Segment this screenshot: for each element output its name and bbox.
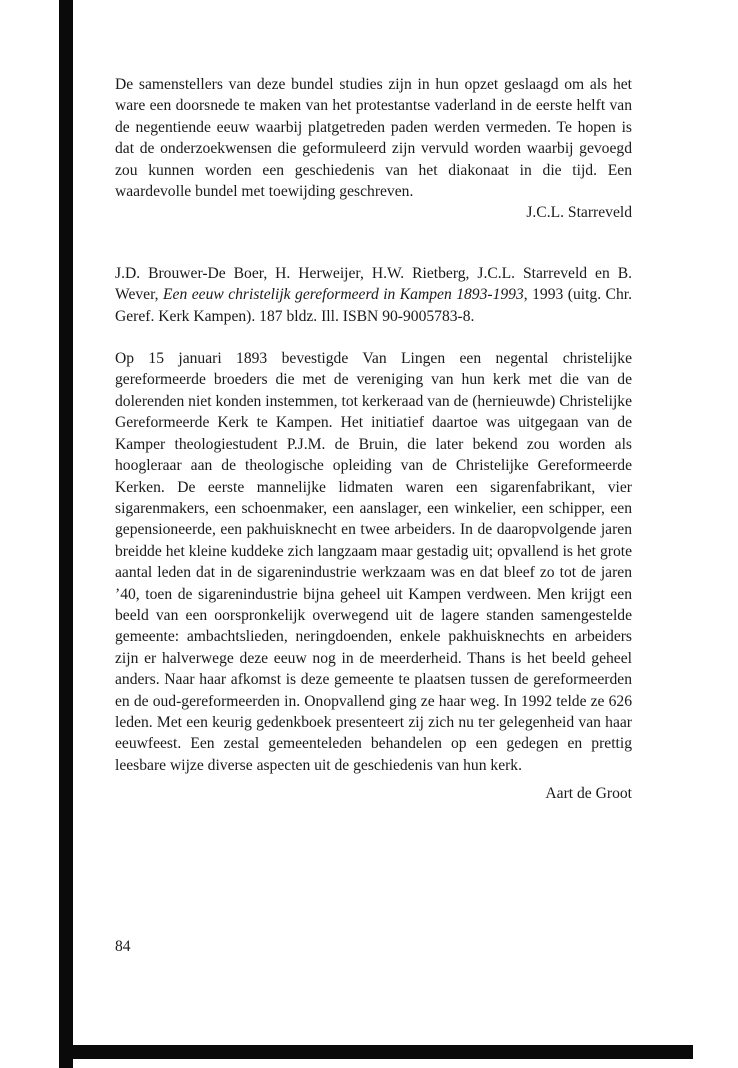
citation-book-title: Een eeuw christelijk gereformeerd in Kampen 1893-1993 [163, 286, 524, 304]
scan-border-left [59, 0, 73, 1068]
scan-border-bottom [59, 1045, 693, 1059]
citation-details: , 1993 (uitg. Chr. Geref. Kerk Kampen). 187 bldz. Ill. ISBN 90-9005783-8. [115, 286, 632, 325]
signature-spacer [115, 776, 632, 783]
paragraph-spacer [115, 327, 632, 348]
review-1-author: J.C.L. Starreveld [526, 204, 632, 222]
review-2-text: Op 15 januari 1893 bevestigde Van Lingen een negental christelijke gereformeerde broeders die met de vereniging van hun kerk met die van de dolerenden niet konden instemmen, tot kerkeraad van de (hernieuwde) Christelijke Gereformeerde Kerk te Kampen. Het initiatief daartoe was uitgegaan van de Kamper theologiestudent P.J.M. de Bruin, die later bekend zou worden als hoogleraar aan de theologische opleiding van de Christelijke Gereformeerde Kerken. De eerste mannelijke lidmaten waren een sigarenfabrikant, vier sigarenmakers, een schoenmaker, een aanslager, een winkelier, een schipper, een gepensioneerde, een pakhuisknecht en twee arbeiders. In de daaropvolgende jaren breidde het kleine kuddeke zich langzaam maar gestadig uit; opvallend is het grote aantal leden dat in de sigarenindustrie werkzaam was en dat bleef zo tot de jaren ’40, toen de sigarenindustrie bijna geheel uit Kampen verdween. Men krijgt een beeld van een oorspronkelijk overwegend uit de lagere standen samengestelde gemeente: ambachtslieden, neringdoenden, enkele pakhuisknechts en arbeiders zijn er halverwege deze eeuw nog in de meerderheid. Thans is het beeld geheel anders. Naar haar afkomst is deze gemeente te plaatsen tussen de gereformeerden en de oud-gereformeerden in. Onopvallend ging ze haar weg. In 1992 telde ze 626 leden. Met een keurig gedenkboek presenteert zij zich nu ter gelegenheid van haar eeuwfeest. Een zestal gemeenteleden behandelen op een gedegen en prettig leesbare wijze diverse aspecten uit de geschiedenis van hun kerk. [115, 350, 633, 774]
review-1-text: De samenstellers van deze bundel studies zijn in hun opzet geslaagd om als het ware een doorsnede te maken van het protestantse vaderland in de eerste helft van de negentiende eeuw waarbij platgetreden paden werden vermeden. Te hopen is dat de onderzoekwensen die geformuleerd zijn vervuld worden waarbij gevoegd zou kunnen worden een geschiedenis van het diakonaat in die tijd. Een waardevolle bundel met toewijding geschreven. [115, 76, 632, 201]
review-2-citation [115, 263, 632, 327]
page-body [115, 74, 632, 805]
section-spacer [115, 224, 632, 263]
citation-authors: J.D. Brouwer-De Boer, H. Herweijer, H.W. Rietberg, J.C.L. Starreveld en B. Wever, [115, 264, 632, 304]
review-2-author: Aart de Groot [545, 785, 632, 803]
page-number: 84 [115, 938, 131, 955]
